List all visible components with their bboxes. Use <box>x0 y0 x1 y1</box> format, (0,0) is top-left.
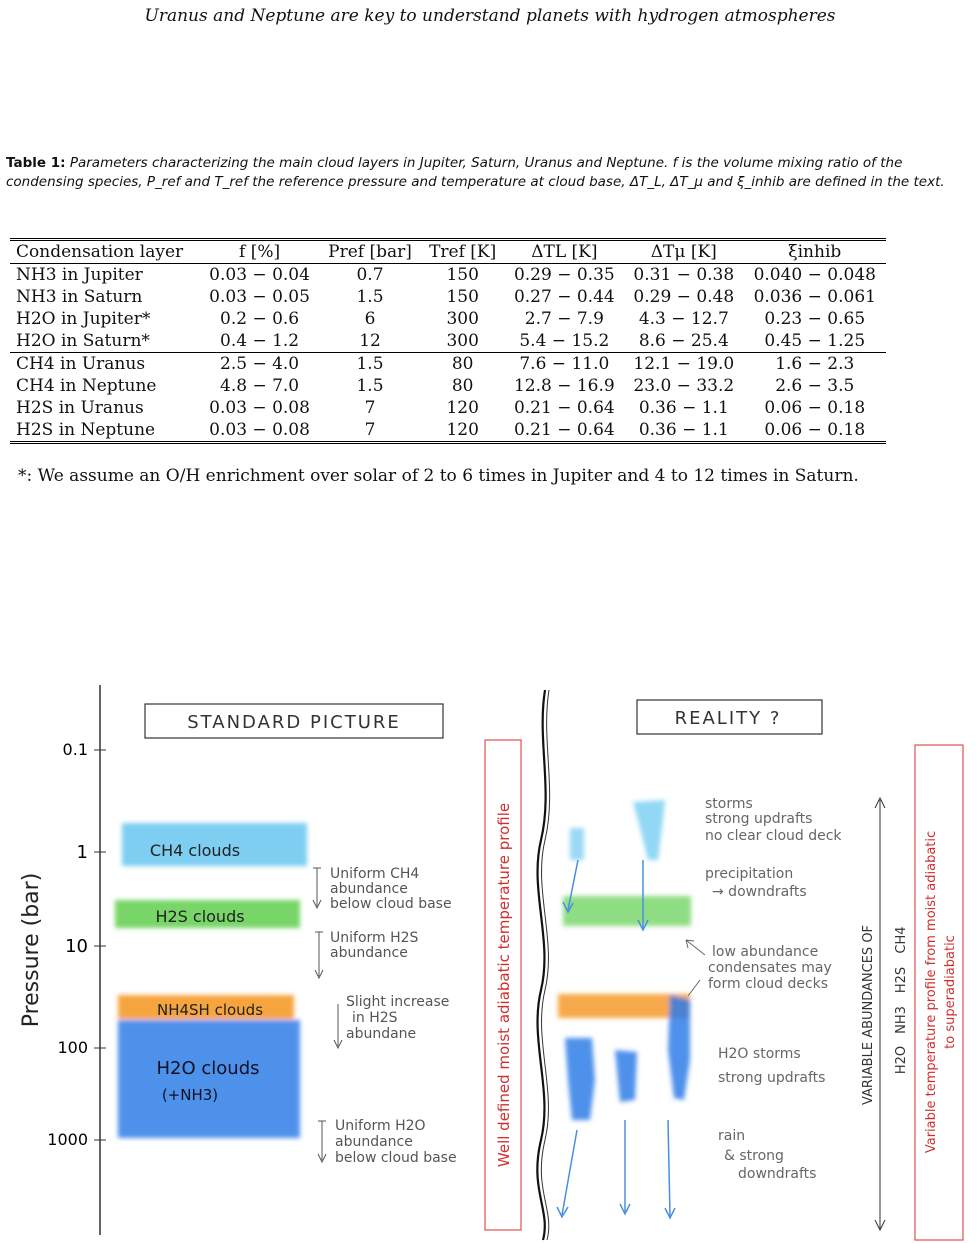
table-cell: 1.5 <box>356 376 384 396</box>
table-cell: 12.8 − 16.9 <box>513 376 615 396</box>
table-cell: 300 <box>446 331 479 351</box>
row-label-cell: CH4 in Uranus <box>16 354 146 374</box>
table-cell: 0.03 − 0.08 <box>209 420 310 440</box>
table-caption <box>6 154 974 192</box>
table-cell: 12 <box>359 331 381 351</box>
y-tick-label: 100 <box>57 1038 88 1057</box>
table-cell: 0.7 <box>356 265 384 285</box>
table-cell: 2.6 − 3.5 <box>775 376 855 396</box>
table-cell: 80 <box>451 354 474 374</box>
table-cell: 0.4 − 1.2 <box>220 331 300 351</box>
col-header: Pref [bar] <box>328 242 412 262</box>
note-uniform-h2s: Uniform H2S abundance <box>330 930 419 961</box>
svg-text:H2S: H2S <box>894 966 909 994</box>
note-h2o-storms: H2O storms strong updrafts <box>718 1046 826 1086</box>
note-storms: storms strong updrafts no clear cloud deck <box>705 796 842 844</box>
table-row <box>10 397 886 419</box>
h2o-cloud-layer <box>118 1020 300 1138</box>
row-label-cell: H2O in Saturn* <box>16 331 150 351</box>
table-row <box>10 308 886 330</box>
table-cell: 120 <box>446 420 479 440</box>
cloud-sketch-figure <box>0 660 980 1243</box>
col-header: f [%] <box>239 242 281 262</box>
y-tick-label: 1000 <box>47 1130 88 1149</box>
reality-storms <box>558 800 691 1120</box>
table-cell: 0.36 − 1.1 <box>638 420 729 440</box>
col-header: ΔTμ [K] <box>650 242 717 262</box>
row-label-cell: H2O in Jupiter* <box>16 309 151 329</box>
running-head: Uranus and Neptune are key to understand planets with hydrogen atmospheres <box>144 6 836 26</box>
note-uniform-ch4: Uniform CH4 abundance below cloud base <box>330 866 452 912</box>
y-tick-label: 1 <box>76 842 88 863</box>
row-label-cell: H2S in Neptune <box>16 420 156 440</box>
nh4sh-cloud-label: NH4SH clouds <box>156 1001 264 1019</box>
col-header: ξinhib <box>788 242 842 262</box>
caption-label: Table 1: <box>6 155 66 171</box>
col-header: ΔTL [K] <box>531 242 598 262</box>
table-cell: 150 <box>446 265 479 285</box>
table-row <box>10 353 886 376</box>
table-cell: 7 <box>364 398 376 418</box>
table-cell: 23.0 − 33.2 <box>633 376 735 396</box>
table-cell: 80 <box>451 376 474 396</box>
table-cell: 120 <box>446 398 479 418</box>
table-cell: 5.4 − 15.2 <box>519 331 610 351</box>
table-cell: 0.040 − 0.048 <box>753 265 876 285</box>
note-rain: rain & strong downdrafts <box>718 1128 817 1182</box>
note-precipitation: precipitation → downdrafts <box>705 866 807 900</box>
table-cell: 7 <box>364 420 376 440</box>
table-cell: 0.06 − 0.18 <box>764 420 866 440</box>
nh3-cloud-label: (+NH3) <box>161 1086 219 1104</box>
table-cell: 0.45 − 1.25 <box>764 331 866 351</box>
table-cell: 0.21 − 0.64 <box>513 420 615 440</box>
table-cell: 300 <box>446 309 479 329</box>
row-label-cell: NH3 in Saturn <box>16 287 143 307</box>
caption-text: Parameters characterizing the main cloud layers in Jupiter, Saturn, Uranus and Neptune. f is the volume mixing ratio of the condensing species, P_ref and T_ref the reference pressure and temperature at cloud base, ΔT_L, ΔT_μ and ξ_inhib are defined in the text. <box>6 155 945 190</box>
svg-text:CH4: CH4 <box>894 926 909 954</box>
low-abundance-arrow <box>686 940 705 955</box>
table-cell: 1.6 − 2.3 <box>775 354 855 374</box>
table-cell: 2.5 − 4.0 <box>220 354 300 374</box>
y-tick-label: 10 <box>65 936 88 957</box>
table-cell: 0.036 − 0.061 <box>753 287 876 307</box>
table-cell: 2.7 − 7.9 <box>524 309 604 329</box>
table-header-row <box>10 240 886 264</box>
table-row <box>10 375 886 397</box>
moist-adiabatic-note: Well defined moist adiabatic temperature profile <box>495 802 513 1168</box>
col-header: Condensation layer <box>16 242 184 262</box>
table-footnote: *: We assume an O/H enrichment over solar of 2 to 6 times in Jupiter and 4 to 12 times in Saturn. <box>18 466 859 486</box>
col-header: Tref [K] <box>429 242 497 262</box>
table-row <box>10 330 886 353</box>
note-low-abundance: low abundance condensates may form cloud decks <box>708 944 832 992</box>
table-cell: 0.27 − 0.44 <box>513 287 615 307</box>
table-cell: 0.36 − 1.1 <box>638 398 729 418</box>
right-title: REALITY ? <box>674 708 782 729</box>
table-cell: 150 <box>446 287 479 307</box>
h2s-cloud-label: H2S clouds <box>155 907 245 926</box>
table-row <box>10 286 886 308</box>
table-cell: 0.03 − 0.05 <box>209 287 310 307</box>
variable-abundances-label: VARIABLE ABUNDANCES OF <box>861 924 876 1106</box>
table-cell: 0.03 − 0.04 <box>209 265 310 285</box>
table-cell: 4.8 − 7.0 <box>220 376 300 396</box>
table-row <box>10 264 886 287</box>
left-title: STANDARD PICTURE <box>187 712 401 733</box>
table-cell: 0.29 − 0.35 <box>513 265 615 285</box>
table-cell: 8.6 − 25.4 <box>638 331 729 351</box>
note-uniform-h2o: Uniform H2O abundance below cloud base <box>335 1118 457 1166</box>
table-cell: 1.5 <box>356 354 384 374</box>
y-tick-label: 0.1 <box>62 740 88 759</box>
note-slight-increase: Slight increase in H2S abundane <box>346 994 450 1042</box>
table-cell: 0.29 − 0.48 <box>633 287 735 307</box>
h2o-cloud-label: H2O clouds <box>156 1058 260 1079</box>
parameters-table <box>10 238 886 444</box>
table-cell: 0.03 − 0.08 <box>209 398 310 418</box>
svg-text:H2O: H2O <box>894 1045 909 1075</box>
ch4-cloud-label: CH4 clouds <box>149 841 241 860</box>
table-cell: 7.6 − 11.0 <box>519 354 610 374</box>
row-label-cell: CH4 in Neptune <box>16 376 157 396</box>
table-row <box>10 419 886 443</box>
variable-profile-note-2: to superadiabatic <box>943 935 958 1049</box>
table-cell: 4.3 − 12.7 <box>638 309 729 329</box>
svg-text:NH3: NH3 <box>894 1006 909 1034</box>
table-cell: 1.5 <box>356 287 384 307</box>
table-cell: 0.06 − 0.18 <box>764 398 866 418</box>
row-label-cell: NH3 in Jupiter <box>16 265 143 285</box>
table-cell: 6 <box>364 309 376 329</box>
abundance-species <box>894 926 909 1074</box>
y-axis-label: Pressure (bar) <box>19 872 44 1028</box>
row-label-cell: H2S in Uranus <box>16 398 144 418</box>
table-cell: 0.31 − 0.38 <box>633 265 735 285</box>
table-cell: 12.1 − 19.0 <box>633 354 735 374</box>
table-cell: 0.23 − 0.65 <box>764 309 866 329</box>
table-cell: 0.2 − 0.6 <box>220 309 300 329</box>
variable-profile-note-1: Variable temperature profile from moist adiabatic <box>924 830 939 1154</box>
table-cell: 0.21 − 0.64 <box>513 398 615 418</box>
